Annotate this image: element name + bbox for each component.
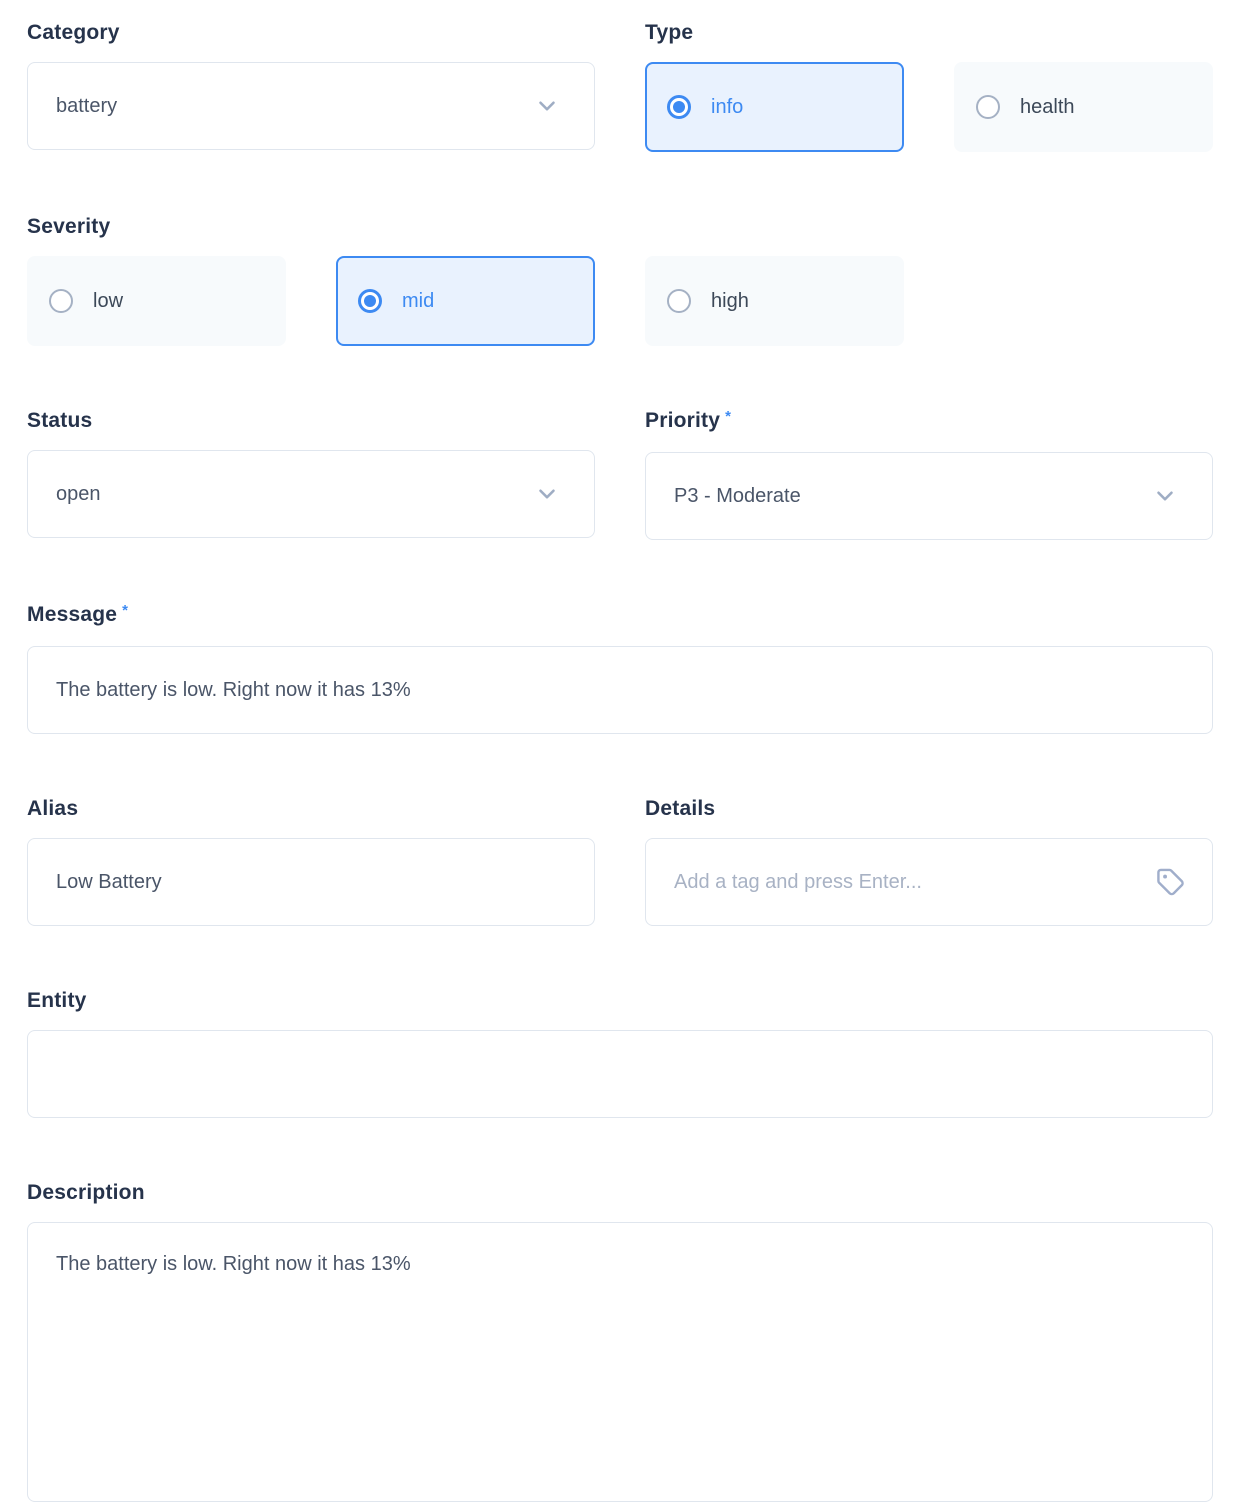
severity-label: Severity — [27, 215, 111, 238]
severity-options — [27, 256, 1213, 346]
radio-unselected-icon — [49, 289, 73, 313]
message-input[interactable] — [27, 646, 1213, 734]
status-label: Status — [27, 409, 93, 432]
details-tag-input[interactable] — [645, 838, 1213, 926]
type-option-label: info — [711, 95, 744, 118]
severity-option-high[interactable] — [645, 256, 904, 346]
severity-option-low[interactable] — [27, 256, 286, 346]
status-selected-value: open — [56, 482, 101, 505]
chevron-down-icon — [534, 93, 560, 119]
category-selected-value: battery — [56, 94, 118, 117]
field-details — [645, 796, 1213, 926]
type-option-health[interactable] — [954, 62, 1213, 152]
field-status — [27, 408, 595, 540]
radio-unselected-icon — [976, 95, 1000, 119]
severity-option-label: high — [711, 289, 749, 312]
required-asterisk: * — [122, 602, 129, 619]
field-entity — [27, 988, 1213, 1118]
description-label: Description — [27, 1181, 145, 1204]
field-type — [645, 20, 1213, 152]
priority-select[interactable] — [645, 452, 1213, 540]
category-select[interactable] — [27, 62, 595, 150]
field-priority — [645, 408, 1213, 540]
severity-option-label: low — [93, 289, 124, 312]
category-label: Category — [27, 21, 120, 44]
description-textarea[interactable] — [27, 1222, 1213, 1502]
required-asterisk: * — [725, 408, 732, 425]
field-message — [27, 602, 1213, 734]
message-label: Message * — [27, 602, 129, 626]
field-description — [27, 1180, 1213, 1502]
radio-selected-icon — [667, 95, 691, 119]
chevron-down-icon — [534, 481, 560, 507]
severity-option-label: mid — [402, 289, 435, 312]
radio-unselected-icon — [667, 289, 691, 313]
type-option-label: health — [1020, 95, 1075, 118]
type-label: Type — [645, 21, 694, 44]
alias-input[interactable] — [27, 838, 595, 926]
priority-label: Priority * — [645, 408, 732, 432]
radio-selected-icon — [358, 289, 382, 313]
priority-selected-value: P3 - Moderate — [674, 484, 801, 507]
entity-input[interactable] — [27, 1030, 1213, 1118]
details-label: Details — [645, 797, 716, 820]
chevron-down-icon — [1152, 483, 1178, 509]
entity-label: Entity — [27, 989, 87, 1012]
type-option-info[interactable] — [645, 62, 904, 152]
field-severity — [27, 214, 1213, 346]
alias-label: Alias — [27, 797, 79, 820]
severity-option-mid[interactable] — [336, 256, 595, 346]
status-select[interactable] — [27, 450, 595, 538]
type-options — [645, 62, 1213, 152]
field-category — [27, 20, 595, 152]
field-alias — [27, 796, 595, 926]
